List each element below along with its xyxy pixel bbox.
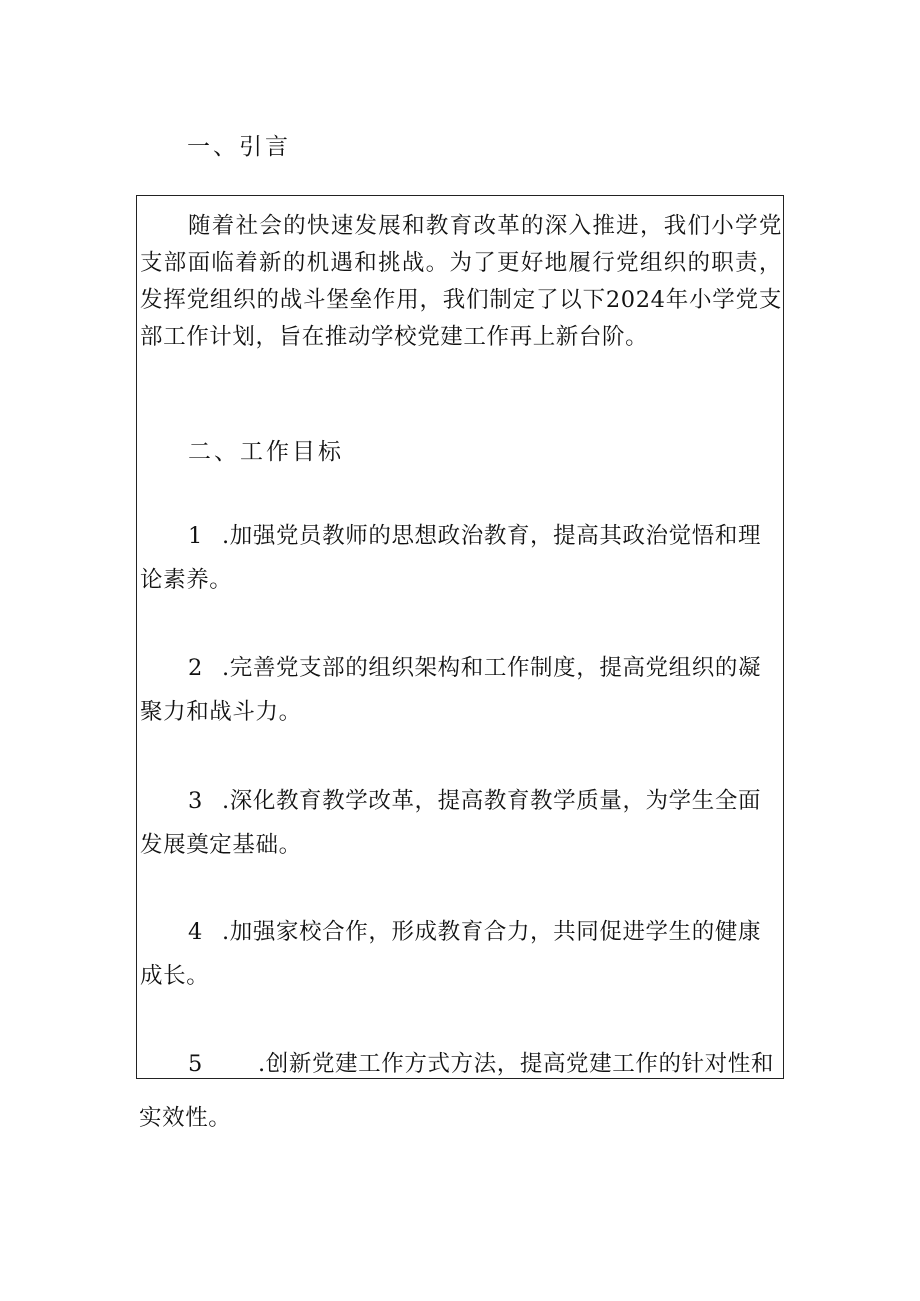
goal-item-5-continuation: 实效性。 bbox=[139, 1105, 232, 1131]
goal-item-3 bbox=[140, 779, 782, 867]
goal-item-4 bbox=[140, 910, 782, 998]
goal-number: 2 bbox=[188, 655, 203, 681]
content-frame bbox=[136, 195, 784, 1079]
goal-item-5 bbox=[140, 1042, 782, 1086]
goal-item-1 bbox=[140, 514, 782, 602]
goal-item-2 bbox=[140, 646, 782, 734]
introduction-paragraph: 随着社会的快速发展和教育改革的深入推进，我们小学党支部面临着新的机遇和挑战。为了更好地履行党组织的职责，发挥党组织的战斗堡垒作用，我们制定了以下2024年小学党支部工作计划，旨在推动学校党建工作再上新台阶。 bbox=[140, 213, 782, 350]
section-heading-introduction: 一、引言 bbox=[187, 134, 291, 160]
goal-text: .加强家校合作，形成教育合力，共同促进学生的健康成长。 bbox=[140, 919, 762, 989]
goal-text: .完善党支部的组织架构和工作制度，提高党组织的凝聚力和战斗力。 bbox=[140, 655, 762, 725]
goal-number: 3 bbox=[188, 788, 203, 814]
goal-text: .深化教育教学改革，提高教育教学质量，为学生全面发展奠定基础。 bbox=[140, 788, 762, 858]
goal-number: 4 bbox=[188, 919, 203, 945]
goal-text: .加强党员教师的思想政治教育，提高其政治觉悟和理论素养。 bbox=[140, 523, 762, 593]
goal-number: 1 bbox=[188, 523, 203, 549]
section-heading-work-goals: 二、工作目标 bbox=[188, 439, 344, 465]
goal-number: 5 bbox=[188, 1051, 203, 1077]
goal-text: .创新党建工作方式方法，提高党建工作的针对性和 bbox=[258, 1051, 774, 1077]
